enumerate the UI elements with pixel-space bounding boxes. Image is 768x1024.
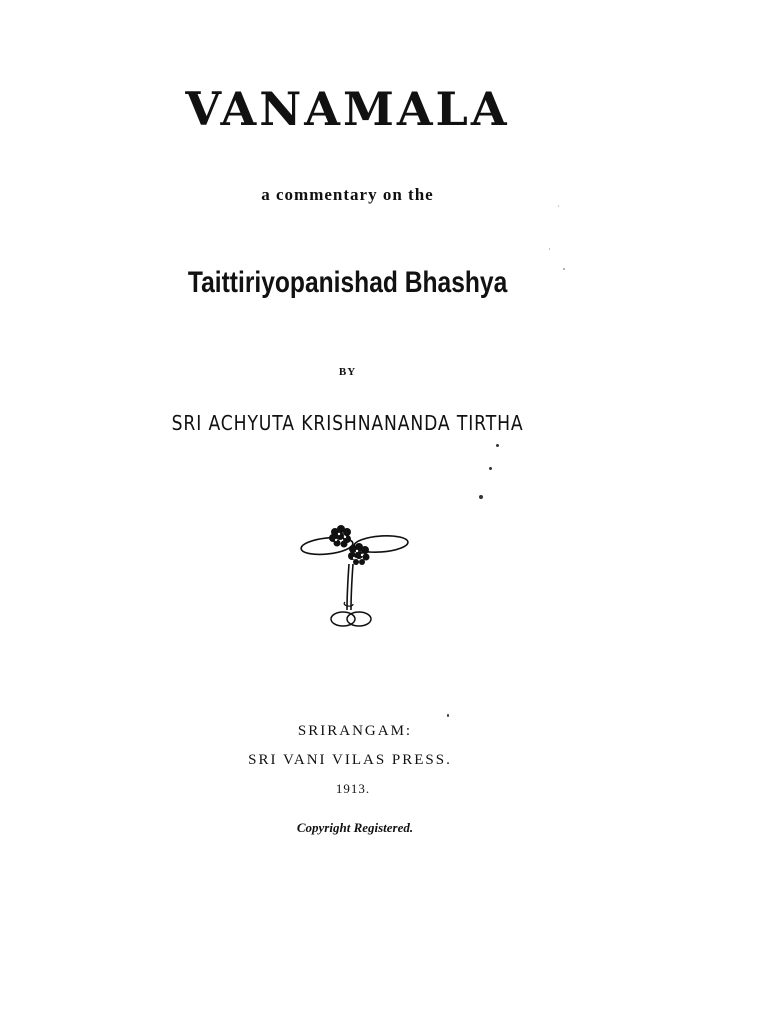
subtitle: a commentary on the (261, 185, 434, 204)
author-name: SRI ACHYUTA KRISHNANANDA TIRTHA (171, 411, 524, 435)
book-title: VANAMALA (185, 82, 510, 136)
publication-place: SRIRANGAM: (297, 723, 413, 739)
scan-speck (447, 714, 449, 717)
scan-speck (563, 268, 565, 270)
work-title: Taittiriyopanishad Bhashya (187, 266, 508, 299)
scan-speck (479, 495, 483, 499)
publisher: SRI VANI VILAS PRESS. (248, 752, 452, 768)
publication-year: 1913. (335, 781, 371, 796)
scan-speck (549, 248, 550, 250)
by-line: BY (338, 366, 357, 378)
copyright-notice: Copyright Registered. (296, 820, 414, 835)
scan-speck (489, 467, 492, 470)
floral-ornament-icon (295, 518, 415, 633)
scan-speck (496, 444, 499, 447)
scan-speck (558, 205, 559, 207)
